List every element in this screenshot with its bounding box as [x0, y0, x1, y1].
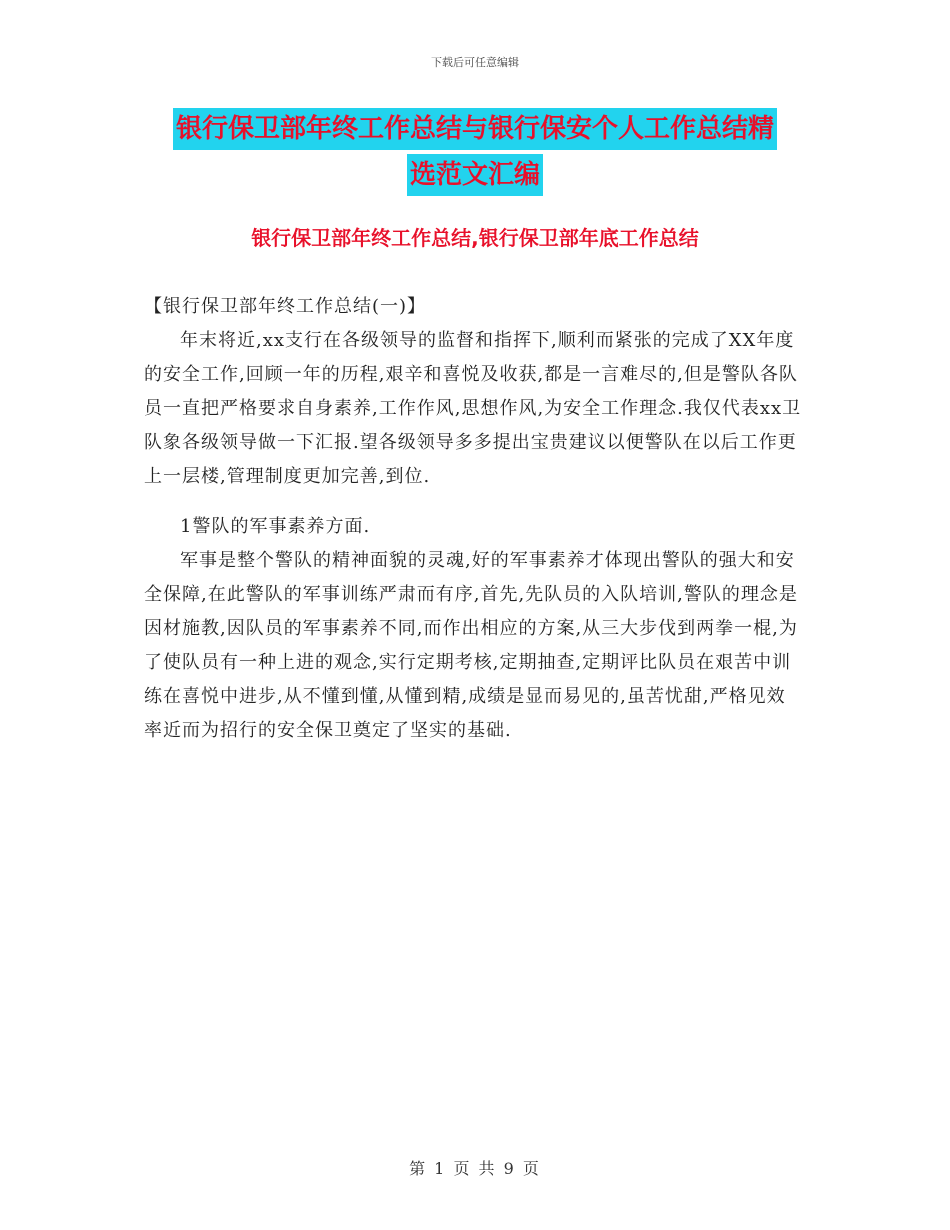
title-line-1: 银行保卫部年终工作总结与银行保安个人工作总结精 [173, 108, 777, 150]
paragraph-2: 军事是整个警队的精神面貌的灵魂,好的军事素养才体现出警队的强大和安全保障,在此警队的军事训练严肃而有序,首先,先队员的入队培训,警队的理念是因材施教,因队员的军事素养不同,而作出相应的方案,从三大步伐到两拳一棍,为了使队员有一种上进的观念,实行定期考核,定期抽查,定期评比队员在艰苦中训练在喜悦中进步,从不懂到懂,从懂到精,成绩是显而易见的,虽苦忧甜,严格见效率近而为招行的安全保卫奠定了坚实的基础. [144, 550, 798, 741]
header-note: 下载后可任意编辑 [431, 56, 519, 69]
section-label: 【银行保卫部年终工作总结(一)】 [144, 296, 427, 317]
title-line-2: 选范文汇编 [407, 154, 543, 196]
document-title [0, 108, 950, 196]
document-body [144, 290, 804, 748]
paragraph-heading-1: 1警队的军事素养方面. [180, 516, 371, 537]
page-number-footer: 第 1 页 共 9 页 [409, 1159, 541, 1178]
paragraph-1: 年末将近,xx支行在各级领导的监督和指挥下,顺利而紧张的完成了XX年度的安全工作,回顾一年的历程,艰辛和喜悦及收获,都是一言难尽的,但是警队各队员一直把严格要求自身素养,工作作风,思想作风,为安全工作理念.我仅代表xx卫队象各级领导做一下汇报.望各级领导多多提出宝贵建议以便警队在以后工作更上一层楼,管理制度更加完善,到位. [144, 330, 802, 487]
section-subtitle: 银行保卫部年终工作总结,银行保卫部年底工作总结 [251, 226, 699, 250]
